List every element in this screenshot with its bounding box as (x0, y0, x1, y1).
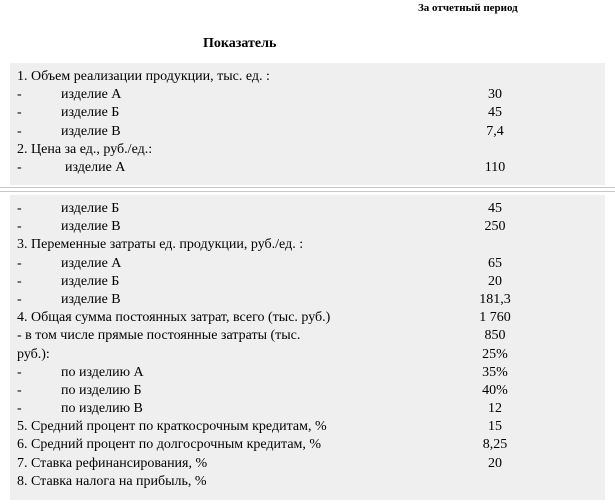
row-item-name: изделие Б (61, 105, 120, 121)
table-row (10, 159, 605, 177)
row-value: 45 (488, 105, 502, 121)
row-value: 30 (488, 87, 502, 103)
table-row (10, 346, 605, 364)
column-header-period: За отчетный период (418, 2, 518, 14)
row-label: 2. Цена за ед., руб./ед.: (17, 141, 153, 157)
row-dash: - (17, 105, 22, 121)
row-item-name: изделие А (65, 159, 126, 175)
page-break-divider (0, 187, 615, 192)
row-item-name: изделие В (61, 123, 121, 139)
row-item-name: изделие Б (61, 201, 120, 216)
table-row (10, 473, 605, 491)
table-row (10, 436, 605, 454)
table-row (10, 273, 605, 291)
row-label: руб.): (17, 346, 50, 362)
row-item-name: изделие А (61, 255, 122, 271)
table-section-1 (10, 63, 605, 185)
row-value: 45 (488, 201, 502, 216)
column-header-indicator: Показатель (203, 36, 277, 51)
table-row (10, 291, 605, 309)
row-dash: - (17, 87, 22, 103)
row-dash: - (17, 219, 22, 235)
row-dash: - (17, 401, 22, 417)
row-item-name: изделие Б (61, 273, 120, 289)
row-value: 250 (484, 219, 506, 235)
table-row (10, 68, 605, 86)
row-value: 181,3 (479, 291, 511, 307)
table-row (10, 141, 605, 159)
row-label: - в том числе прямые постоянные затраты (тыс. (17, 328, 301, 344)
row-value: 110 (484, 159, 506, 175)
table-row (10, 327, 605, 345)
row-item-name: изделие В (61, 219, 121, 235)
row-value: 20 (488, 455, 502, 471)
table-row (10, 309, 605, 327)
row-label: 1. Объем реализации продукции, тыс. ед. : (17, 69, 270, 84)
table-row (10, 104, 605, 122)
row-value: 65 (488, 255, 502, 271)
table-row (10, 400, 605, 418)
row-dash: - (17, 364, 22, 380)
row-value: 1 760 (479, 310, 511, 326)
row-item-name: изделие А (61, 87, 122, 103)
row-label: 3. Переменные затраты ед. продукции, руб./ед. : (17, 237, 304, 253)
row-label: 7. Ставка рефинансирования, % (17, 455, 208, 471)
table-row (10, 364, 605, 382)
row-dash: - (17, 291, 22, 307)
row-dash: - (17, 273, 22, 289)
table-row (10, 123, 605, 141)
row-value: 25% (482, 346, 508, 362)
table-section-2 (10, 195, 605, 500)
table-row (10, 236, 605, 254)
row-label: 6. Средний процент по долгосрочным кредитам, % (17, 437, 322, 453)
row-label: 4. Общая сумма постоянных затрат, всего (тыс. руб.) (17, 310, 331, 326)
row-label: 8. Ставка налога на прибыль, % (17, 473, 207, 489)
row-value: 850 (484, 328, 506, 344)
table-row (10, 418, 605, 436)
table-row (10, 455, 605, 473)
row-item-name: по изделию Б (61, 382, 142, 398)
row-value: 12 (488, 401, 502, 417)
table-row (10, 382, 605, 400)
row-value: 7,4 (486, 123, 504, 139)
row-item-name: по изделию А (61, 364, 144, 380)
row-value: 40% (482, 382, 508, 398)
row-dash: - (17, 255, 22, 271)
row-value: 35% (482, 364, 508, 380)
row-item-name: изделие В (61, 291, 121, 307)
table-row (10, 86, 605, 104)
row-value: 8,25 (482, 437, 508, 453)
row-dash: - (17, 201, 22, 216)
row-dash: - (17, 382, 22, 398)
row-dash: - (17, 123, 22, 139)
row-dash: - (17, 159, 22, 175)
row-item-name: по изделию В (61, 401, 143, 417)
table-row (10, 200, 605, 218)
row-value: 20 (488, 273, 502, 289)
row-value: 15 (488, 419, 502, 435)
table-row (10, 218, 605, 236)
row-label: 5. Средний процент по краткосрочным кредитам, % (17, 419, 327, 435)
table-row (10, 255, 605, 273)
